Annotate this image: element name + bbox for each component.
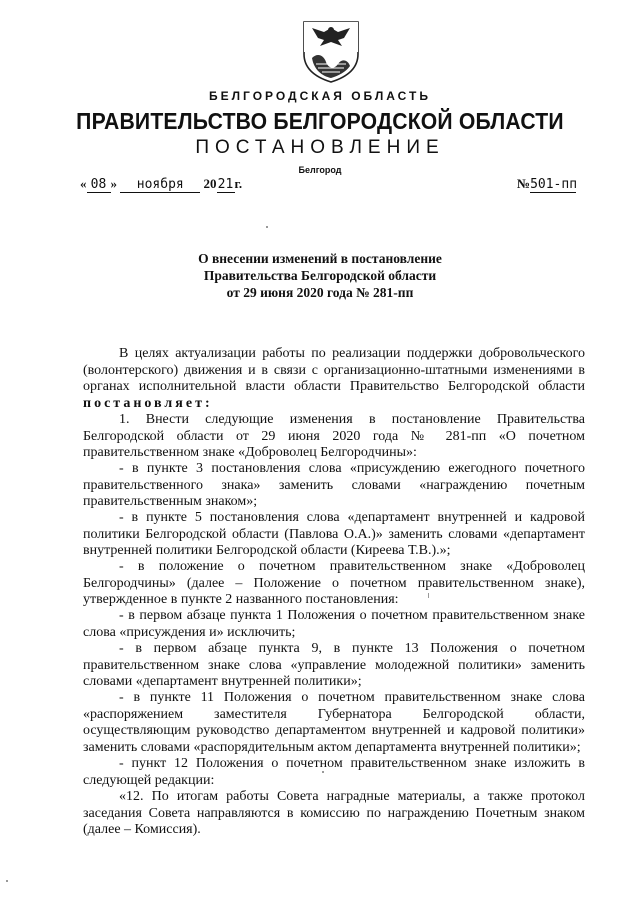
preamble-text: В целях актуализации работы по реализации поддержки добровольческого (волонтерского) движения и в связи с организационно-штатными изменениями в органах исполнительной власти области Правительство Белгородской области bbox=[83, 346, 585, 394]
scan-speck bbox=[6, 880, 8, 882]
paragraph-change-1: - в пункте 3 постановления слова «присуждению ежегодного почетного правительственного знака» заменить словами «награждению почетным правительственным знаком»; bbox=[83, 461, 585, 509]
scan-speck bbox=[322, 771, 324, 773]
paragraph-item-1: 1. Внести следующие изменения в постановление Правительства Белгородской области от 29 июня 2020 года № 281-пп «О почетном правительственном знаке «Доброволец Белгородчины»: bbox=[83, 412, 585, 460]
date-day: 08 bbox=[87, 178, 111, 193]
coat-of-arms-emblem-icon bbox=[298, 18, 364, 84]
region-name: БЕЛГОРОДСКАЯ ОБЛАСТЬ bbox=[209, 89, 431, 103]
paragraph-preamble bbox=[83, 346, 585, 412]
paragraph-change-4: - в первом абзаце пункта 1 Положения о почетном правительственном знаке слова «присуждения и» исключить; bbox=[83, 608, 585, 640]
document-title bbox=[0, 250, 640, 301]
scan-speck bbox=[428, 593, 429, 598]
date-year-suffix: 21 bbox=[217, 177, 234, 192]
paragraph-change-2: - в пункте 5 постановления слова «департамент внутренней и кадровой политики Белгородской области (Павлова О.А.)» заменить словами «департамент внутренней политики Белгородской области (Киреева Т.В.).»; bbox=[83, 510, 585, 558]
decree-number bbox=[517, 176, 576, 193]
date-open-quote: « bbox=[80, 176, 87, 191]
date-year-prefix: 20 bbox=[203, 176, 217, 191]
decrees-word: постановляет: bbox=[83, 395, 213, 411]
title-line-3: от 29 июня 2020 года № 281-пп bbox=[226, 285, 414, 300]
number-sign: № bbox=[517, 176, 531, 191]
city-name: Белгород bbox=[298, 165, 342, 175]
date-year-mark: г. bbox=[234, 176, 243, 191]
title-line-2: Правительства Белгородской области bbox=[203, 268, 437, 283]
date-month: ноября bbox=[120, 178, 200, 193]
document-type: ПОСТАНОВЛЕНИЕ bbox=[195, 137, 445, 158]
paragraph-change-3: - в положение о почетном правительственном знаке «Доброволец Белгородчины» (далее – Положение о почетном правительственном знаке), утвержденное в пункте 2 названного постановления: bbox=[83, 559, 585, 607]
paragraph-change-7: - пункт 12 Положения о почетном правительственном знаке изложить в следующей редакции: bbox=[83, 756, 585, 788]
title-line-1: О внесении изменений в постановление bbox=[198, 251, 442, 266]
decree-date bbox=[80, 176, 242, 193]
date-close-quote: » bbox=[110, 176, 117, 191]
number-value: 501-пп bbox=[530, 177, 578, 192]
scan-speck bbox=[266, 226, 268, 228]
paragraph-change-5: - в первом абзаце пункта 9, в пункте 13 Положения о почетном правительственном знаке слова «управление молодежной политики» заменить словами «департамент внутренней политики»; bbox=[83, 641, 585, 689]
paragraph-quoted-item-12: «12. По итогам работы Совета наградные материалы, а также протокол заседания Совета направляются в комиссию по награждению Почетным знаком (далее – Комиссия). bbox=[83, 789, 585, 837]
government-title: ПРАВИТЕЛЬСТВО БЕЛГОРОДСКОЙ ОБЛАСТИ bbox=[76, 108, 564, 134]
paragraph-change-6: - в пункте 11 Положения о почетном правительственном знаке слова «распоряжением заместителя Губернатора Белгородской области, осуществляющим руководство департаментом внутренней и кадровой политики» заменить словами «распорядительным актом департамента внутренней политики»; bbox=[83, 690, 585, 755]
